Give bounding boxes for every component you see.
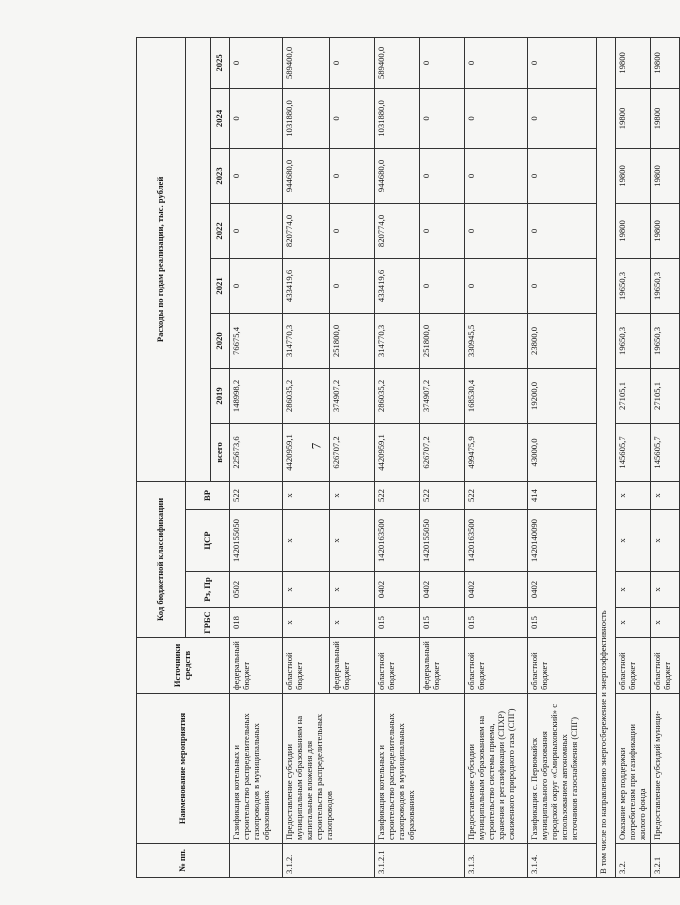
row-num: 3.2.1 — [651, 844, 680, 878]
cell-2023: 944680,0 — [283, 148, 330, 203]
header-source: Источники средств — [137, 638, 230, 694]
row-source: областной бюджет — [465, 638, 528, 694]
cell-2020: 19650,3 — [651, 313, 680, 368]
cell-2019: 286035,2 — [375, 368, 420, 423]
row-name: Предоставление субсидии муниципальным образованиям на капитальные вложения для строительства распределительных газопроводов — [283, 694, 375, 844]
row-name: Газификация котельных и строительство распределительных газопроводов в муниципальных образованиях — [375, 694, 465, 844]
cell-2021: 0 — [465, 258, 528, 313]
header-year-2020: 2020 — [211, 313, 230, 368]
row-grbs: х — [283, 608, 330, 638]
table-row — [465, 37, 528, 877]
row-vr: х — [330, 481, 375, 509]
cell-2023: 19800 — [651, 148, 680, 203]
cell-total: 4420959,1 — [283, 423, 330, 481]
cell-2019: 286035,2 — [283, 368, 330, 423]
budget-table — [136, 37, 680, 878]
row-csr: 1420163500 — [375, 510, 420, 572]
row-vr: 522 — [465, 481, 528, 509]
row-csr: 1420155050 — [230, 510, 283, 572]
cell-2020: 251800,0 — [420, 313, 465, 368]
row-rzpr: х — [616, 572, 651, 608]
row-rzpr: 0502 — [230, 572, 283, 608]
row-vr: 414 — [528, 481, 597, 509]
cell-total: 145605,7 — [651, 423, 680, 481]
cell-2025: 0 — [230, 37, 283, 88]
header-vr: ВР — [186, 481, 230, 509]
row-vr: 522 — [375, 481, 420, 509]
header-code-group: Код бюджетной классификации — [137, 481, 186, 637]
header-name: Наименование мероприятия — [137, 694, 230, 844]
table-row — [283, 37, 330, 877]
cell-total: 626707,2 — [420, 423, 465, 481]
row-grbs: 015 — [375, 608, 420, 638]
cell-2024: 0 — [420, 88, 465, 148]
cell-2022: 0 — [230, 203, 283, 258]
header-year-2025: 2025 — [211, 37, 230, 88]
row-vr: х — [283, 481, 330, 509]
row-rzpr: 0402 — [420, 572, 465, 608]
section-subheading: В том числе по направлению энергосбережение и энергоэффективность — [597, 37, 616, 877]
row-grbs: 015 — [420, 608, 465, 638]
cell-2024: 0 — [330, 88, 375, 148]
header-expenses-group: Расходы по годам реализации, тыс. рублей — [137, 37, 186, 481]
table-row — [230, 37, 283, 877]
row-source: областной бюджет — [651, 638, 680, 694]
row-name: Газификация с. Первомайск муниципального образования городской округ «Смирныховский» с использованием автономных источников газоснабжения (СПГ) — [528, 694, 597, 844]
cell-2023: 0 — [420, 148, 465, 203]
cell-2025: 589400,0 — [283, 37, 330, 88]
row-csr: х — [616, 510, 651, 572]
cell-2022: 820774,0 — [375, 203, 420, 258]
header-csr: ЦСР — [186, 510, 230, 572]
row-num: 3.1.3. — [465, 844, 528, 878]
cell-2019: 148998,2 — [230, 368, 283, 423]
cell-2025: 0 — [420, 37, 465, 88]
cell-2024: 19800 — [616, 88, 651, 148]
row-csr: 1420155050 — [420, 510, 465, 572]
cell-2019: 168530,4 — [465, 368, 528, 423]
cell-2025: 0 — [528, 37, 597, 88]
cell-2019: 27105,1 — [651, 368, 680, 423]
cell-2025: 19800 — [651, 37, 680, 88]
cell-2023: 19800 — [616, 148, 651, 203]
table-row — [651, 37, 680, 877]
row-source: федеральный бюджет — [230, 638, 283, 694]
cell-2021: 433419,6 — [375, 258, 420, 313]
row-source: областной бюджет — [616, 638, 651, 694]
cell-2021: 433419,6 — [283, 258, 330, 313]
cell-total: 4420959,1 — [375, 423, 420, 481]
cell-2022: 0 — [330, 203, 375, 258]
cell-total: 626707,2 — [330, 423, 375, 481]
cell-2021: 19650,3 — [616, 258, 651, 313]
cell-2024: 1031880,0 — [283, 88, 330, 148]
row-vr: 522 — [420, 481, 465, 509]
cell-total: 225673,6 — [230, 423, 283, 481]
header-year-2024: 2024 — [211, 88, 230, 148]
cell-2023: 0 — [528, 148, 597, 203]
cell-total: 499475,9 — [465, 423, 528, 481]
header-num: № пп. — [137, 844, 230, 878]
header-row-1 — [137, 37, 186, 877]
row-grbs: х — [330, 608, 375, 638]
cell-2022: 820774,0 — [283, 203, 330, 258]
cell-2020: 19650,3 — [616, 313, 651, 368]
row-name: Газификация котельных и строительство распределительных газопроводов в муниципальных образованиях — [230, 694, 283, 844]
row-source: областной бюджет — [375, 638, 420, 694]
cell-2022: 19800 — [616, 203, 651, 258]
row-name: Оказание мер поддержки потребителям при газификации жилого фонда — [616, 694, 651, 844]
header-rzpr: Рз, Пр — [186, 572, 230, 608]
row-csr: 1420140090 — [528, 510, 597, 572]
cell-2020: 330945,5 — [465, 313, 528, 368]
cell-2022: 0 — [465, 203, 528, 258]
cell-2025: 589400,0 — [375, 37, 420, 88]
row-name: Предоставление субсидии муниципальным образованиям на строительство системы приема, хранения и регазификации (СПХР) сжиженного природного газа (СПГ) — [465, 694, 528, 844]
cell-2021: 19650,3 — [651, 258, 680, 313]
row-rzpr: х — [330, 572, 375, 608]
cell-2019: 374907,2 — [330, 368, 375, 423]
cell-2022: 19800 — [651, 203, 680, 258]
cell-2022: 0 — [420, 203, 465, 258]
cell-total: 145605,7 — [616, 423, 651, 481]
row-grbs: х — [616, 608, 651, 638]
cell-2025: 0 — [465, 37, 528, 88]
row-vr: 522 — [230, 481, 283, 509]
cell-2023: 0 — [230, 148, 283, 203]
header-year-2022: 2022 — [211, 203, 230, 258]
cell-2025: 19800 — [616, 37, 651, 88]
cell-2021: 0 — [330, 258, 375, 313]
rotated-table-sheet — [136, 38, 672, 878]
cell-2024: 19800 — [651, 88, 680, 148]
header-year-2021: 2021 — [211, 258, 230, 313]
row-csr: х — [651, 510, 680, 572]
row-grbs: х — [651, 608, 680, 638]
row-num: 3.1.2.1 — [375, 844, 465, 878]
header-year-2023: 2023 — [211, 148, 230, 203]
row-rzpr: 0402 — [375, 572, 420, 608]
row-source: федеральный бюджет — [330, 638, 375, 694]
header-grbs: ГРБС — [186, 608, 230, 638]
page-number: 7 — [308, 442, 324, 450]
cell-2019: 19200,0 — [528, 368, 597, 423]
cell-2020: 314770,3 — [283, 313, 330, 368]
cell-2020: 23800,0 — [528, 313, 597, 368]
row-num: 3.1.2. — [283, 844, 375, 878]
table-row — [375, 37, 420, 877]
cell-2021: 0 — [528, 258, 597, 313]
row-vr: х — [651, 481, 680, 509]
header-year-total: всего — [211, 423, 230, 481]
cell-2021: 0 — [230, 258, 283, 313]
row-csr: х — [330, 510, 375, 572]
cell-2023: 944680,0 — [375, 148, 420, 203]
cell-total: 43000,0 — [528, 423, 597, 481]
row-rzpr: х — [651, 572, 680, 608]
row-grbs: 015 — [528, 608, 597, 638]
cell-2020: 251800,0 — [330, 313, 375, 368]
row-csr: 1420163500 — [465, 510, 528, 572]
row-num: 3.2. — [616, 844, 651, 878]
cell-2024: 0 — [528, 88, 597, 148]
cell-2020: 76675,4 — [230, 313, 283, 368]
row-csr: х — [283, 510, 330, 572]
cell-2023: 0 — [330, 148, 375, 203]
header-expenses-spacer — [186, 37, 211, 481]
row-num — [230, 844, 283, 878]
row-grbs: 018 — [230, 608, 283, 638]
row-vr: х — [616, 481, 651, 509]
cell-2025: 0 — [330, 37, 375, 88]
row-num: 3.1.4. — [528, 844, 597, 878]
cell-2019: 27105,1 — [616, 368, 651, 423]
cell-2021: 0 — [420, 258, 465, 313]
row-rzpr: 0402 — [528, 572, 597, 608]
row-source: федеральный бюджет — [420, 638, 465, 694]
cell-2023: 0 — [465, 148, 528, 203]
table-row — [616, 37, 651, 877]
table-subheading-row — [597, 37, 616, 877]
row-rzpr: х — [283, 572, 330, 608]
cell-2019: 374907,2 — [420, 368, 465, 423]
row-name: Предоставление субсидий муници- — [651, 694, 680, 844]
row-rzpr: 0402 — [465, 572, 528, 608]
row-source: областной бюджет — [528, 638, 597, 694]
cell-2024: 1031880,0 — [375, 88, 420, 148]
cell-2022: 0 — [528, 203, 597, 258]
table-row — [528, 37, 597, 877]
cell-2024: 0 — [230, 88, 283, 148]
cell-2024: 0 — [465, 88, 528, 148]
header-year-2019: 2019 — [211, 368, 230, 423]
row-source: областной бюджет — [283, 638, 330, 694]
cell-2020: 314770,3 — [375, 313, 420, 368]
row-grbs: 015 — [465, 608, 528, 638]
